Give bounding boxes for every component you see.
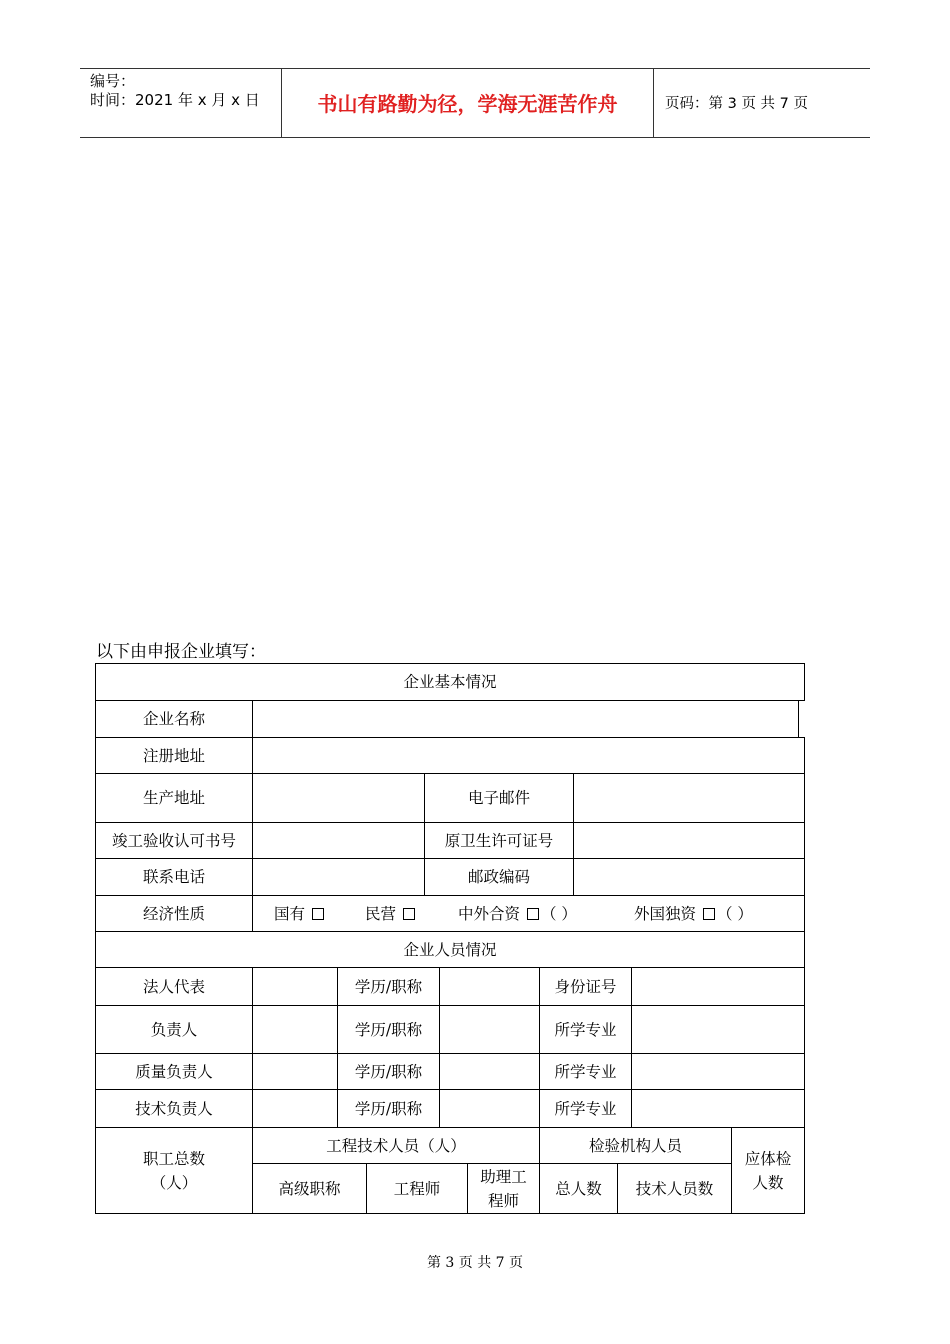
major-label: 所学专业: [554, 1020, 617, 1039]
engineering-staff-header: 工程技术人员（人）: [326, 1136, 466, 1155]
tech-count-label: 技术人员数: [635, 1179, 714, 1198]
registered-address-label: 注册地址: [142, 746, 205, 765]
registered-address-field[interactable]: [253, 738, 804, 773]
phone-field[interactable]: [253, 859, 424, 895]
education-label: 学历/职称: [354, 977, 423, 996]
major-field[interactable]: [632, 1054, 804, 1089]
major-label: 所学专业: [554, 1099, 617, 1118]
checkbox-icon[interactable]: [403, 908, 415, 920]
option-private[interactable]: 民营: [365, 902, 417, 926]
education-field[interactable]: [440, 1090, 539, 1127]
legal-rep-label: 法人代表: [142, 977, 205, 996]
completion-permit-field[interactable]: [253, 823, 424, 858]
person-in-charge-label: 负责人: [150, 1020, 198, 1039]
section-title-personnel: 企业人员情况: [403, 940, 497, 959]
education-label: 学历/职称: [354, 1062, 423, 1081]
inspection-staff-header: 检验机构人员: [588, 1136, 682, 1155]
phone-label: 联系电话: [142, 868, 205, 886]
checkbox-icon[interactable]: [527, 908, 539, 920]
table-line: [798, 700, 799, 737]
senior-title-label: 高级职称: [278, 1179, 341, 1198]
total-staff-label: 职工总数 （人）: [142, 1149, 205, 1192]
company-name-field[interactable]: [253, 701, 798, 737]
checkbox-icon[interactable]: [703, 908, 715, 920]
major-field[interactable]: [632, 1006, 804, 1053]
section-title-basic: 企业基本情况: [403, 673, 497, 691]
header-page-info: 页码：第 3 页 共 7 页: [665, 96, 808, 112]
document-id-label: 编号：: [90, 72, 136, 90]
option-state-owned[interactable]: 国有: [274, 902, 326, 926]
table-line: [804, 737, 805, 1214]
education-label: 学历/职称: [354, 1099, 423, 1118]
id-number-field[interactable]: [632, 968, 804, 1005]
email-label: 电子邮件: [467, 789, 530, 807]
option-joint-venture[interactable]: 中外合资 （ ）: [458, 904, 577, 923]
health-exam-count-label: 应体检 人数: [744, 1149, 792, 1192]
document-date: 时间：2021 年 x 月 x 日: [90, 91, 260, 109]
production-address-field[interactable]: [253, 774, 424, 822]
company-name-label: 企业名称: [142, 710, 205, 728]
quality-manager-label: 质量负责人: [135, 1062, 213, 1081]
person-in-charge-field[interactable]: [253, 1006, 337, 1053]
major-field[interactable]: [632, 1090, 804, 1127]
education-field[interactable]: [440, 968, 539, 1005]
economic-nature-options: [253, 896, 804, 931]
postal-code-label: 邮政编码: [467, 868, 530, 886]
header-motto: 书山有路勤为径，学海无涯苦作舟: [317, 92, 618, 116]
health-permit-label: 原卫生许可证号: [444, 831, 554, 850]
form-intro: 以下由申报企业填写：: [96, 642, 266, 662]
email-field[interactable]: [574, 774, 804, 822]
production-address-label: 生产地址: [142, 789, 205, 807]
quality-manager-field[interactable]: [253, 1054, 337, 1089]
checkbox-icon[interactable]: [312, 908, 324, 920]
legal-rep-field[interactable]: [253, 968, 337, 1005]
economic-nature-label: 经济性质: [142, 904, 205, 923]
major-label: 所学专业: [554, 1062, 617, 1081]
option-foreign-owned[interactable]: 外国独资 （ ）: [634, 904, 753, 923]
postal-code-field[interactable]: [574, 859, 804, 895]
health-permit-field[interactable]: [574, 823, 804, 858]
education-field[interactable]: [440, 1054, 539, 1089]
engineer-label: 工程师: [393, 1179, 441, 1198]
education-label: 学历/职称: [354, 1020, 423, 1039]
tech-manager-label: 技术负责人: [135, 1099, 213, 1118]
assistant-engineer-label: 助理工 程师: [480, 1167, 527, 1210]
tech-manager-field[interactable]: [253, 1090, 337, 1127]
id-number-label: 身份证号: [554, 977, 617, 996]
total-count-label: 总人数: [555, 1179, 602, 1198]
education-field[interactable]: [440, 1006, 539, 1053]
page-footer: 第 3 页 共 7 页: [426, 1255, 524, 1271]
table-line: [95, 1213, 805, 1214]
completion-permit-label: 竣工验收认可书号: [111, 831, 236, 850]
